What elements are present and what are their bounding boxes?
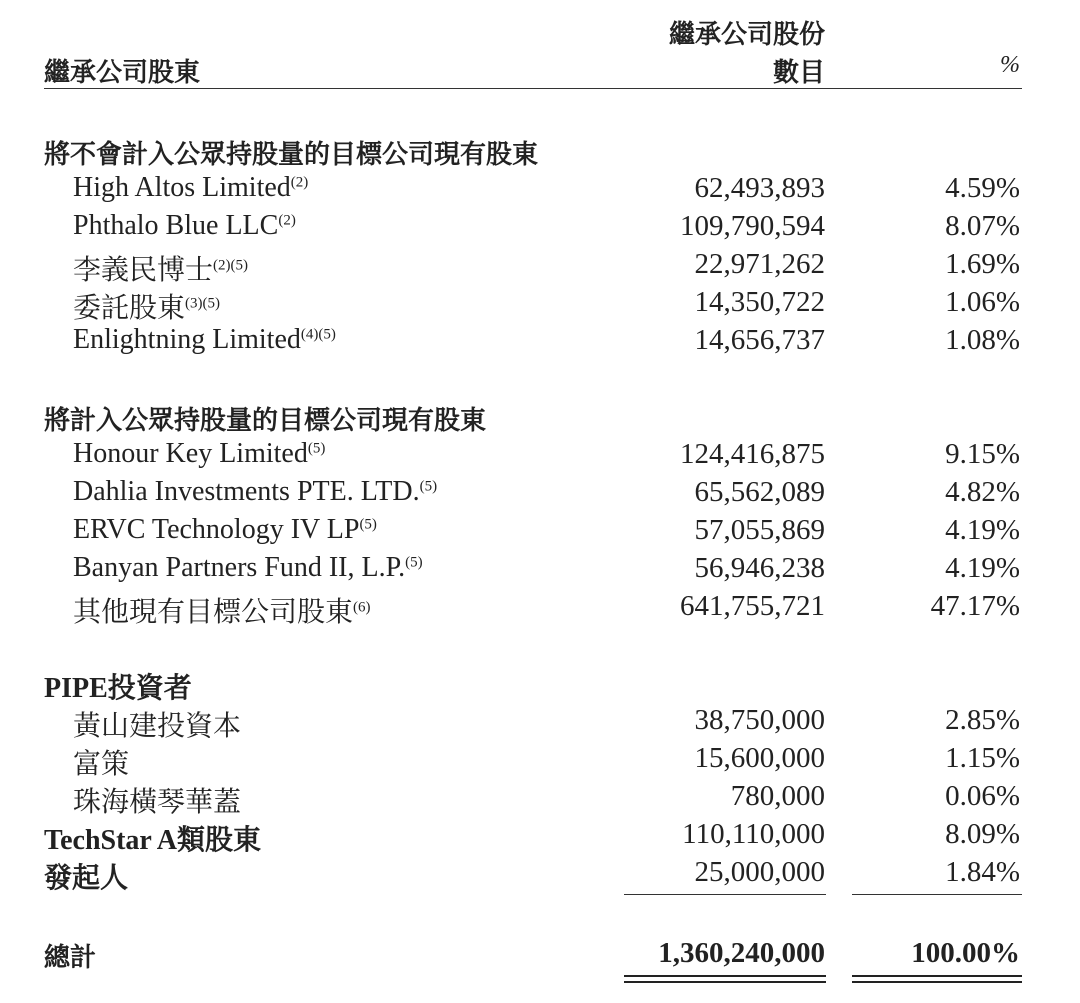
total-share-count: 1,360,240,000 <box>658 937 825 969</box>
total-double-rule-shares <box>624 975 826 983</box>
shareholder-name <box>73 514 377 546</box>
shareholder-name <box>73 172 308 204</box>
shareholder-name-text: 富策 <box>73 749 130 780</box>
share-percentage: 4.19% <box>945 514 1020 546</box>
footnote-ref: (5) <box>405 554 423 571</box>
shareholder-name <box>73 286 220 326</box>
shareholder-name-text: 李義民博士 <box>73 255 214 286</box>
column-header-shares-line2: 數目 <box>772 58 825 88</box>
share-count: 780,000 <box>730 780 825 812</box>
header-rule <box>44 88 1022 89</box>
shareholder-name-text: 委託股東 <box>73 293 186 324</box>
footnote-ref: (3)(5) <box>185 295 220 312</box>
shareholder-name <box>73 438 325 470</box>
footnote-ref: (2) <box>278 212 296 229</box>
share-count: 56,946,238 <box>694 552 825 584</box>
shareholder-name <box>73 324 336 356</box>
subtotal-rule-percent <box>852 894 1022 895</box>
shareholder-name <box>73 210 296 242</box>
shareholder-name <box>73 552 423 584</box>
shareholder-name-text: 其他現有目標公司股東 <box>73 597 354 628</box>
shareholder-name-text: High Altos Limited <box>73 172 291 203</box>
column-header-shares-line1: 繼承公司股份 <box>668 20 825 50</box>
share-count: 38,750,000 <box>694 704 825 736</box>
share-percentage: 8.07% <box>945 210 1020 242</box>
share-percentage: 1.69% <box>945 248 1020 280</box>
share-count: 62,493,893 <box>694 172 825 204</box>
section-title: PIPE投資者 <box>44 673 192 704</box>
share-percentage: 47.17% <box>930 590 1020 622</box>
shareholder-name-text: 黃山建投資本 <box>73 711 242 742</box>
share-percentage: 1.06% <box>945 286 1020 318</box>
shareholder-name <box>73 704 241 744</box>
shareholder-name-text: Honour Key Limited <box>73 438 308 469</box>
share-count: 641,755,721 <box>680 590 825 622</box>
share-percentage: 8.09% <box>945 818 1020 850</box>
share-percentage: 1.15% <box>945 742 1020 774</box>
share-count: 57,055,869 <box>694 514 825 546</box>
column-header-shareholder: 繼承公司股東 <box>44 58 201 88</box>
footnote-ref: (2)(5) <box>213 257 248 274</box>
shareholder-name <box>73 476 437 508</box>
share-percentage: 4.59% <box>945 172 1020 204</box>
shareholder-name-text: Phthalo Blue LLC <box>73 210 279 241</box>
footnote-ref: (2) <box>290 174 309 191</box>
share-count: 22,971,262 <box>694 248 825 280</box>
shareholder-name: 發起人 <box>44 863 129 894</box>
shareholder-name <box>73 248 248 288</box>
share-percentage: 4.19% <box>945 552 1020 584</box>
section-title: 將計入公眾持股量的目標公司現有股東 <box>44 406 487 436</box>
shareholder-name <box>73 742 129 782</box>
subtotal-rule-shares <box>624 894 826 895</box>
total-percentage: 100.00% <box>911 937 1020 969</box>
share-percentage: 4.82% <box>945 476 1020 508</box>
footnote-ref: (5) <box>307 440 326 457</box>
footnote-ref: (4)(5) <box>300 326 336 343</box>
share-percentage: 9.15% <box>945 438 1020 470</box>
share-count: 124,416,875 <box>680 438 825 470</box>
share-count: 25,000,000 <box>694 856 825 888</box>
shareholder-name: TechStar A類股東 <box>44 825 262 856</box>
share-percentage: 1.84% <box>945 856 1020 888</box>
shareholder-name-text: Enlightning Limited <box>73 324 301 355</box>
footnote-ref: (5) <box>359 516 377 533</box>
column-header-percent: % <box>1000 52 1020 78</box>
shareholder-name-text: ERVC Technology IV LP <box>73 514 360 545</box>
share-count: 65,562,089 <box>694 476 825 508</box>
shareholder-name <box>73 590 371 630</box>
share-count: 15,600,000 <box>694 742 825 774</box>
section-title: 將不會計入公眾持股量的目標公司現有股東 <box>44 140 539 170</box>
total-double-rule-percent <box>852 975 1022 983</box>
share-count: 109,790,594 <box>680 210 825 242</box>
share-count: 14,350,722 <box>694 286 825 318</box>
share-percentage: 2.85% <box>945 704 1020 736</box>
share-percentage: 0.06% <box>945 780 1020 812</box>
shareholder-name-text: Banyan Partners Fund II, L.P. <box>73 552 406 583</box>
shareholder-name-text: 珠海橫琴華蓋 <box>73 787 242 818</box>
shareholder-name <box>73 780 241 820</box>
share-count: 14,656,737 <box>694 324 825 356</box>
footnote-ref: (6) <box>353 599 371 616</box>
shareholder-name-text: Dahlia Investments PTE. LTD. <box>73 476 420 507</box>
total-label: 總計 <box>44 943 97 973</box>
share-percentage: 1.08% <box>945 324 1020 356</box>
share-count: 110,110,000 <box>682 818 825 850</box>
footnote-ref: (5) <box>419 478 438 495</box>
